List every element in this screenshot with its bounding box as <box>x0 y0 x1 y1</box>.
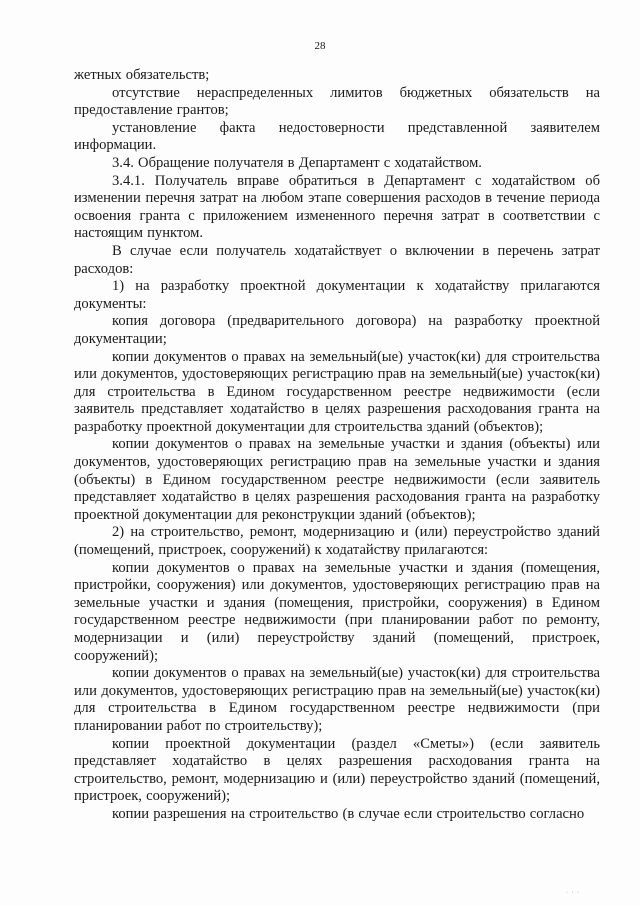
paragraph: 3.4. Обращение получателя в Департамент с ходатайством. <box>112 154 482 171</box>
paragraph: копии документов о правах на земельные участки и здания (помещения, пристройки, сооружения) или документов, удостоверяющих регистрацию прав на земельные участки и здания (помещения, пристройки, сооружения) в Едином государственном реестре недвижимости (при планировании работ по ремонту, модернизации и (или) переустройству зданий (помещений, пристроек, сооружений); <box>74 559 600 664</box>
paragraph: копии разрешения на строительство (в случае если строительство согласно <box>112 805 585 822</box>
paragraph: установление факта недостоверности представленной заявителем информации. <box>74 119 600 154</box>
paragraph: копии документов о правах на земельные участки и здания (объекты) или документов, удостоверяющих регистрацию прав на земельные участки и здания (объекты) в Едином государственном реестре недвижимости (если заявитель представляет ходатайство в целях разрешения расходования гранта на разработку проектной документации для реконструкции зданий (объектов); <box>74 436 600 523</box>
paragraph: жетных обязательств; <box>74 67 210 83</box>
document-body <box>74 67 600 824</box>
paragraph: копия договора (предварительного договора) на разработку проектной документации; <box>74 313 600 347</box>
paragraph: 2) на строительство, ремонт, модернизацию и (или) переустройство зданий (помещений, пристроек, сооружений) к ходатайству прилагаются: <box>74 524 600 559</box>
paragraph: 1) на разработку проектной документации к ходатайству прилагаются документы: <box>74 278 600 312</box>
paragraph: копии документов о правах на земельный(ые) участок(ки) для строительства или документов, удостоверяющих регистрацию прав на земельный(ые) участок(ки) для строительства в Едином государственном реестре недвижимости (если заявитель представляет ходатайство в целях разрешения расходования гранта на разработку проектной документации для строительства зданий (объектов); <box>74 348 600 435</box>
paragraph: отсутствие нераспределенных лимитов бюджетных обязательств на предоставление грантов; <box>74 84 600 119</box>
paragraph: копии документов о правах на земельный(ые) участок(ки) для строительства или документов, удостоверяющих регистрацию прав на земельный(ые) участок(ки) для строительства в Едином государственном реестре недвижимости (при планировании работ по строительству); <box>74 665 600 734</box>
page-number: 28 <box>314 40 326 52</box>
paragraph: копии проектной документации (раздел «Сметы») (если заявитель представляет ходатайство в целях разрешения расходования гранта на строительство, ремонт, модернизацию и (или) переустройство зданий (помещений, пристроек, сооружений); <box>74 735 600 805</box>
paragraph: 3.4.1. Получатель вправе обратиться в Департамент с ходатайством об изменении перечня затрат на любом этапе совершения расходов в течение периода освоения гранта с приложением измененного перечня затрат в соответствии с настоящим пунктом. <box>74 172 600 242</box>
scan-mark: · · · <box>566 890 580 896</box>
paragraph: В случае если получатель ходатайствует о включении в перечень затрат расходов: <box>74 242 600 277</box>
